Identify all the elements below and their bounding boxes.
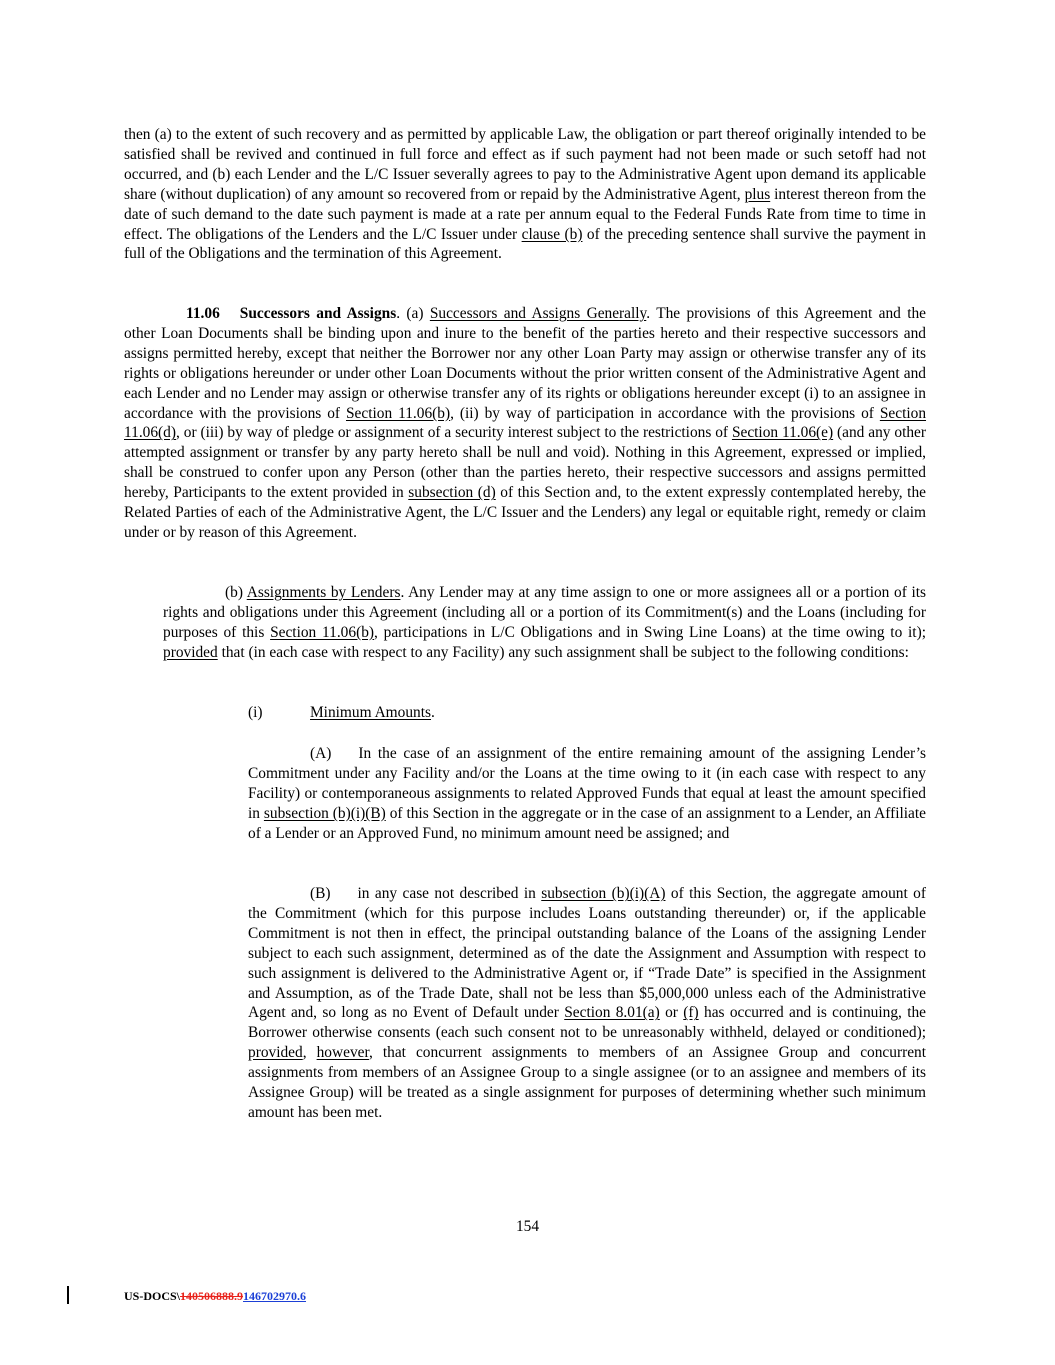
provided-emphasis: provided <box>248 1044 303 1062</box>
section-11-06-b-reference: Section 11.06(b) <box>345 404 451 422</box>
clause-f-reference: (f) <box>683 1004 699 1022</box>
clause-b-reference: clause (b) <box>521 225 583 243</box>
section-11-06-e-reference: Section 11.06(e) <box>731 424 834 442</box>
subsection-b-i-A-reference: subsection (b)(i)(A) <box>541 885 666 902</box>
inserted-doc-number: 146702970.6 <box>243 1289 307 1303</box>
subsection-a-heading: Successors and Assigns Generally <box>429 305 647 322</box>
however-emphasis: however <box>316 1044 369 1062</box>
doc-id-prefix: US-DOCS\ <box>124 1289 181 1303</box>
subsection-b-paragraph: (b) Assignments by Lenders. Any Lender may at any time assign to one or more assignees all or a portion of its rights and obligations under this Agreement (including all or a portion of its Commitment(s) and the Loans (including for purposes of this Section 11.06(b), participations in L/C Obligations and in Swing Line Loans) at the time owing to it); provided that (in each case with respect to any Facility) any such assignment shall be subject to the following conditions: <box>163 584 926 661</box>
clause-B-label: (B) <box>310 885 331 902</box>
plus-emphasis: plus <box>744 185 771 203</box>
deleted-doc-number: 140506888.9 <box>180 1289 244 1303</box>
clause-A-label: (A) <box>310 745 332 762</box>
document-id-footer <box>124 1289 306 1304</box>
subsection-d-reference: subsection (d) <box>408 484 496 502</box>
subsection-b-i-B-reference: subsection (b)(i)(B) <box>263 804 386 822</box>
section-8-01-a-reference: Section 8.01(a) <box>564 1004 660 1022</box>
provided-emphasis: provided <box>163 643 218 661</box>
section-11-06-paragraph: 11.06 Successors and Assigns. (a) Successors and Assigns Generally. The provisions of this Agreement and the other Loan Documents shall be binding upon and inure to the benefit of the parties hereto and their respective successors and assigns permitted hereby, except that neither the Borrower nor any other Loan Party may assign or otherwise transfer any of its rights or obligations hereunder or under other Loan Documents without the prior written consent of the Administrative Agent and each Lender and no Lender may assign or otherwise transfer any of its rights or obligations hereunder except (i) to an assignee in accordance with the provisions of Section 11.06(b), (ii) by way of participation in accordance with the provisions of Section 11.06(d), or (iii) by way of pledge or assignment of a security interest subject to the restrictions of Section 11.06(e) (and any other attempted assignment or transfer by any party hereto shall be null and void). Nothing in this Agreement, expressed or implied, shall be construed to confer upon any Person (other than the parties hereto, their respective successors and assigns permitted hereby, Participants to the extent provided in subsection (d) of this Section and, to the extent expressly contemplated hereby, the Related Parties of each of the Administrative Agent, the L/C Issuer and the Lenders) any legal or equitable right, remedy or claim under or by reason of this Agreement. <box>124 305 927 541</box>
clause-A-paragraph: (A) In the case of an assignment of the entire remaining amount of the assigning Lender’s Commitment under any Facility and/or the Loans at the time owing to it (in each case with respect to any Facility) or contemporaneous assignments to related Approved Funds that equal at least the amount specified in subsection (b)(i)(B) of this Section in the aggregate or in the case of an assignment to a Lender, an Affiliate of a Lender or an Approved Fund, no minimum amount need be assigned; and <box>248 745 927 842</box>
subsection-b-heading: Assignments by Lenders <box>246 584 401 601</box>
clause-i-label: (i) <box>248 704 263 721</box>
page-number: 154 <box>515 1218 540 1235</box>
revision-change-bar <box>67 1286 69 1304</box>
section-11-06-d-reference: Section 11.06(d) <box>124 404 927 442</box>
section-11-06-b-reference: Section 11.06(b) <box>270 623 375 641</box>
section-heading: Successors and Assigns <box>239 305 397 322</box>
section-number: 11.06 <box>186 305 220 322</box>
minimum-amounts-heading: Minimum Amounts <box>310 704 432 721</box>
clause-B-paragraph: (B) in any case not described in subsection (b)(i)(A) of this Section, the aggregate amount of the Commitment (which for this purpose includes Loans outstanding thereunder) or, if the applicable Commitment is not then in effect, the principal outstanding balance of the Loans of the assigning Lender subject to each such assignment, determined as of the date the Assignment and Assumption with respect to such assignment is delivered to the Administrative Agent or, if “Trade Date” is specified in the Assignment and Assumption, as of the Trade Date, shall not be less than $5,000,000 unless each of the Administrative Agent and, so long as no Event of Default under Section 8.01(a) or (f) has occurred and is continuing, the Borrower otherwise consents (each such consent not to be unreasonably withheld, delayed or conditioned); provided, however, that concurrent assignments to members of an Assignee Group and concurrent assignments from members of an Assignee Group to a single assignee (or to an assignee and members of its Assignee Group) will be treated as a single assignment for purposes of determining whether such minimum amount has been met. <box>248 885 926 1121</box>
paragraph-recovery-continuation: then (a) to the extent of such recovery and as permitted by applicable Law, the obligation or part thereof originally intended to be satisfied shall be revived and continued in full force and effect as if such payment had not been made or such setoff had not occurred, and (b) each Lender and the L/C Issuer severally agrees to pay to the Administrative Agent upon demand its applicable share (without duplication) of any amount so recovered from or repaid by the Administrative Agent, plus interest thereon from the date of such demand to the date such payment is made at a rate per annum equal to the Federal Funds Rate from time to time in effect. The obligations of the Lenders and the L/C Issuer under clause (b) of the preceding sentence shall survive the payment in full of the Obligations and the termination of this Agreement. <box>124 126 926 263</box>
clause-i-heading-line: (i) Minimum Amounts. <box>248 704 435 721</box>
